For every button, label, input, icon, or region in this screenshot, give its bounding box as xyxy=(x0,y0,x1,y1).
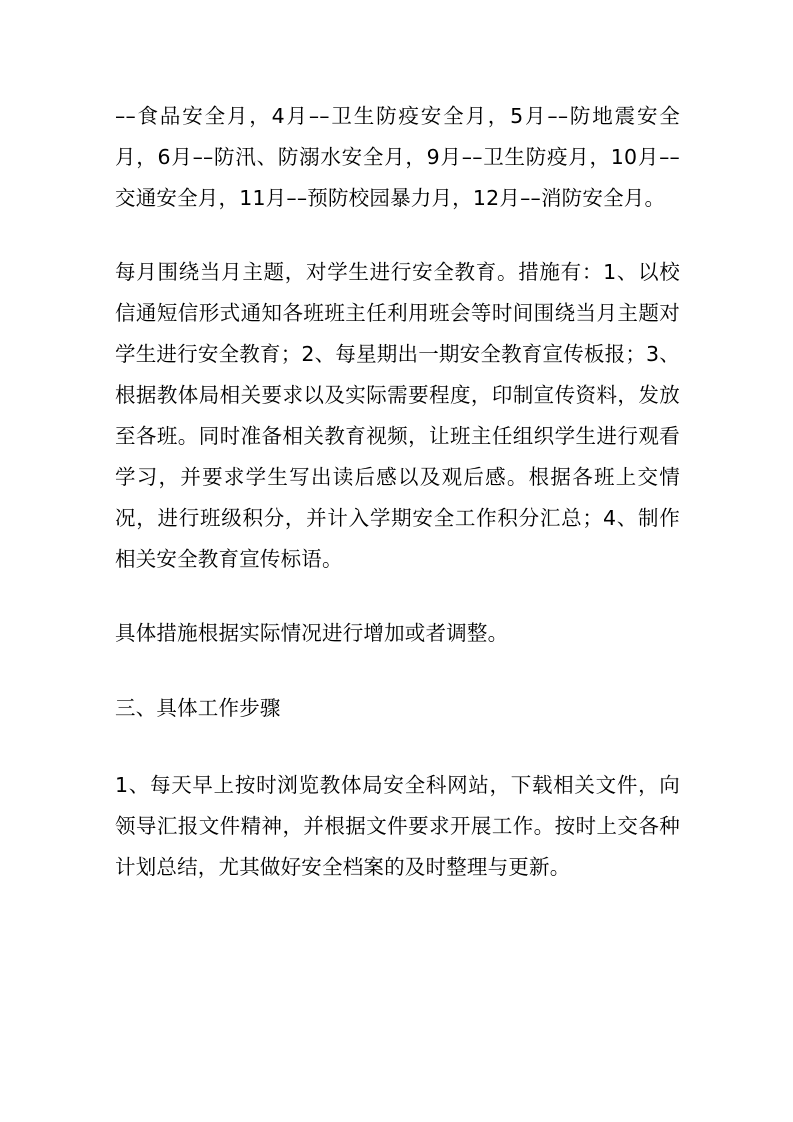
document-body xyxy=(115,96,680,888)
paragraph-monthly-theme-measures: 每月围绕当月主题，对学生进行安全教育。措施有：1、以校信通短信形式通知各班班主任利用班会等时间围绕当月主题对学生进行安全教育；2、每星期出一期安全教育宣传板报；3、根据教体局相关要求以及实际需要程度，印制宣传资料，发放至各班。同时准备相关教育视频，让班主任组织学生进行观看学习，并要求学生写出读后感以及观后感。根据各班上交情况，进行班级积分，并计入学期安全工作积分汇总；4、制作相关安全教育宣传标语。 xyxy=(115,260,680,571)
section-heading-three: 三、具体工作步骤 xyxy=(115,696,281,720)
paragraph-step-one: 1、每天早上按时浏览教体局安全科网站，下载相关文件，向领导汇报文件精神，并根据文件要求开展工作。按时上交各种计划总结，尤其做好安全档案的及时整理与更新。 xyxy=(115,773,680,879)
paragraph-adjustment-note: 具体措施根据实际情况进行增加或者调整。 xyxy=(115,621,509,645)
paragraph-safety-month-list: ––食品安全月，4月––卫生防疫安全月，5月––防地震安全月，6月––防汛、防溺水安全月，9月––卫生防疫月，10月––交通安全月，11月––预防校园暴力月，12月––消防安全月。 xyxy=(115,104,680,210)
